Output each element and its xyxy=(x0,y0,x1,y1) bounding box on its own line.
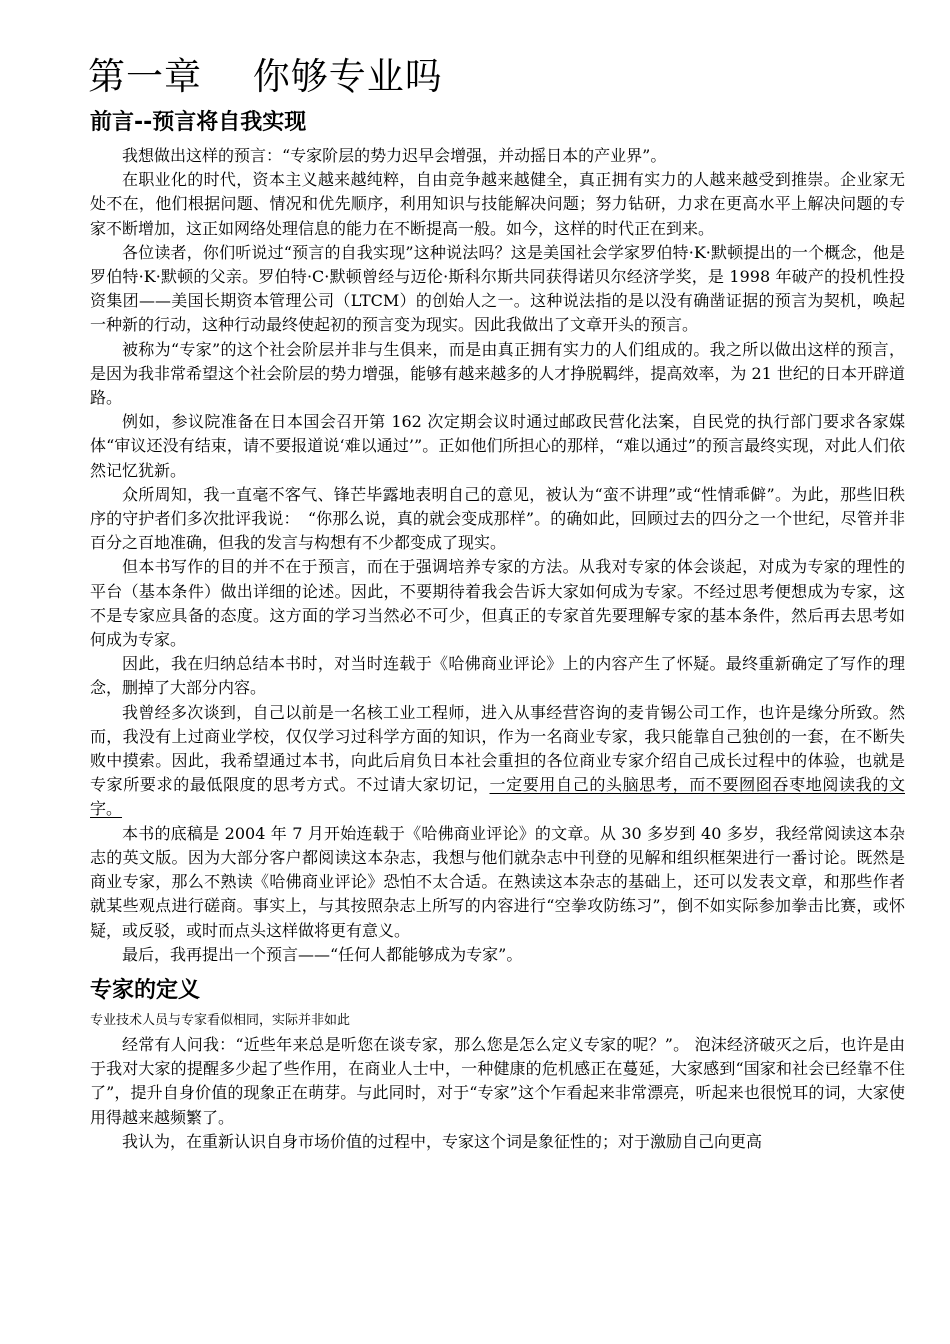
preface-paragraph: 在职业化的时代，资本主义越来越纯粹，自由竞争越来越健全，真正拥有实力的人越来越受到推崇。企业家无处不在，他们根据问题、情况和优先顺序，利用知识与技能解决问题；努力钻研，力求在更高水平上解决问题的专家不断增加，这正如网络处理信息的能力在不断提高一般。如今，这样的时代正在到来。 xyxy=(90,170,905,238)
paragraph-text: 我曾经多次谈到，自己以前是一名核工业工程师，进入从事经营咨询的麦肯锡公司工作，也许是缘分所致。然而，我没有上过商业学校，仅仅学习过科学方面的知识，作为一名商业专家，我只能靠自己独创的一套，在不断失败中摸索。因此，我希望通过本书，向此后肩负日本社会重担的各位商业专家介绍自己成长过程中的体验，也就是专家所要求的最低限度的思考方式。不过请大家切记， xyxy=(90,702,905,795)
definition-paragraph: 我认为，在重新认识自身市场价值的过程中，专家这个词是象征性的；对于激励自己向更高 xyxy=(122,1131,763,1151)
preface-paragraph: 本书的底稿是 2004 年 7 月开始连载于《哈佛商业评论》的文章。从 30 多岁到 40 多岁，我经常阅读这本杂志的英文版。因为大部分客户都阅读这本杂志，我想与他们就杂志中刊登的见解和组织框架进行一番讨论。既然是商业专家，那么不熟读《哈佛商业评论》恐怕不太合适。在熟读这本杂志的基础上，还可以发表文章，和那些作者就某些观点进行磋商。事实上，与其按照杂志上所写的内容进行“空拳攻防练习”，倒不如实际参加拳击比赛，或怀疑，或反驳，或时而点头这样做将更有意义。 xyxy=(90,823,905,940)
definition-subtitle: 专业技术人员与专家看似相同，实际并非如此 xyxy=(90,1012,351,1028)
preface-paragraph: 例如，参议院准备在日本国会召开第 162 次定期会议时通过邮政民营化法案，自民党的执行部门要求各家媒体“审议还没有结束，请不要报道说‘难以通过’”。正如他们所担心的那样，“难以通过”的预言最终实现，对此人们依然记忆犹新。 xyxy=(90,412,905,480)
preface-paragraph: 众所周知，我一直毫不客气、锋芒毕露地表明自己的意见，被认为“蛮不讲理”或“性情乖僻”。为此，那些旧秩序的守护者们多次批评我说： “你那么说，真的就会变成那样”。的确如此，回顾过去的四分之一个世纪，尽管并非百分之百地准确，但我的发言与构想有不少都变成了现实。 xyxy=(90,484,905,553)
preface-paragraph: 各位读者，你们听说过“预言的自我实现”这种说法吗？这是美国社会学家罗伯特·K·默顿提出的一个概念，他是罗伯特·K·默顿的父亲。罗伯特·C·默顿曾经与迈伦·斯科尔斯共同获得诺贝尔经济学奖，是 1998 年破产的投机性投资集团——美国长期资本管理公司（LTCM）的创始人之一。这种说法指的是以没有确凿证据的预言为契机，唤起一种新的行动，这种行动最终使起初的预言变为现实。因此我做出了文章开头的预言。 xyxy=(90,242,905,335)
preface-paragraph: 被称为“专家”的这个社会阶层并非与生俱来，而是由真正拥有实力的人们组成的。我之所以做出这样的预言，是因为我非常希望这个社会阶层的势力增强，能够有越来越多的人才挣脱羁绊，提高效率，为 21 世纪的日本开辟道路。 xyxy=(90,339,905,408)
preface-paragraph: 我想做出这样的预言：“专家阶层的势力迟早会增强，并动摇日本的产业界”。 xyxy=(122,146,667,165)
preface-paragraph: 最后，我再提出一个预言——“任何人都能够成为专家”。 xyxy=(122,944,523,964)
definition-paragraph: 经常有人问我：“近些年来总是听您在谈专家，那么您是怎么定义专家的呢？”。 泡沫经济破灭之后，也许是由于我对大家的提醒多少起了些作用，在商业人士中，一种健康的危机感正在蔓延，大家感到“国家和社会已经靠不住了”，提升自身价值的现象正在萌芽。与此同时，对于“专家”这个乍看起来非常漂亮，听起来也很悦耳的词，大家使用得越来越频繁了。 xyxy=(90,1034,905,1127)
preface-paragraph-underlined xyxy=(90,701,905,822)
underlined-text: 一定要用自己的头脑思考，而不要囫囵吞枣地阅读我的文字。 xyxy=(90,775,905,819)
definition-heading: 专家的定义 xyxy=(90,977,201,1003)
preface-paragraph: 因此，我在归纳总结本书时，对当时连载于《哈佛商业评论》上的内容产生了怀疑。最终重新确定了写作的理念，删掉了大部分内容。 xyxy=(90,654,905,698)
preface-paragraph: 但本书写作的目的并不在于预言，而在于强调培养专家的方法。从我对专家的体会谈起，对成为专家的理性的平台（基本条件）做出详细的论述。因此，不要期待着我会告诉大家如何成为专家。不经过思考便想成为专家，这不是专家应具备的态度。这方面的学习当然必不可少，但真正的专家首先要理解专家的基本条件，然后再去思考如何成为专家。 xyxy=(90,557,905,650)
document-page xyxy=(90,52,905,1154)
chapter-title: 第一章 你够专业吗 xyxy=(88,55,443,98)
preface-heading: 前言--预言将自我实现 xyxy=(90,110,307,135)
